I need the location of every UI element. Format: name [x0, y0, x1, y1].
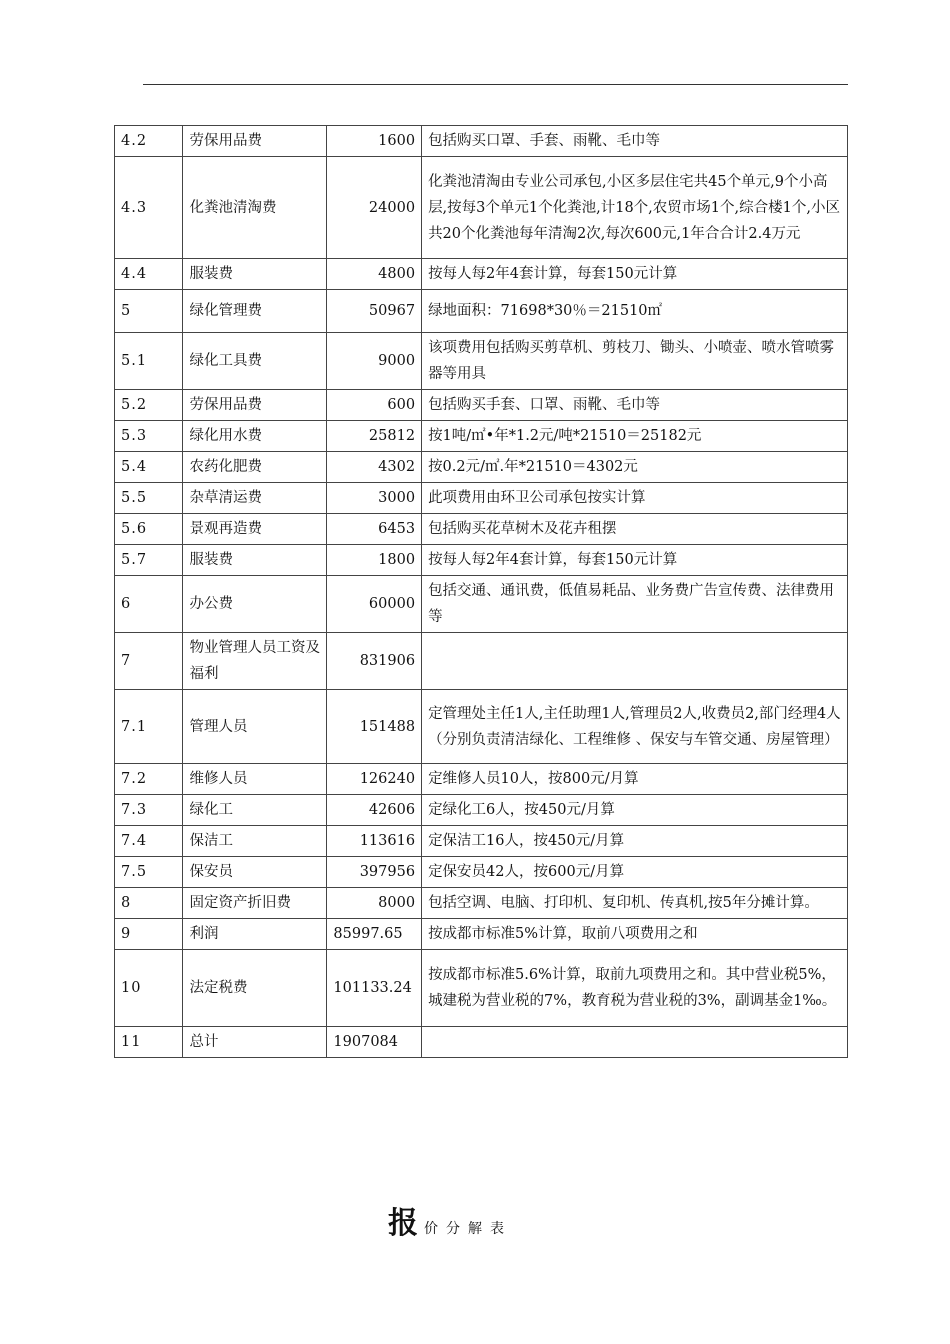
row-number: 5.7 [115, 545, 183, 576]
item-name: 绿化工具费 [183, 333, 327, 390]
section-title-rest: 价分解表 [424, 1221, 512, 1237]
table-row [115, 452, 848, 483]
item-description: 定保安员42人，按600元/月算 [422, 857, 848, 888]
item-description: 按每人每2年4套计算，每套150元计算 [422, 545, 848, 576]
item-description: 该项费用包括购买剪草机、剪枝刀、锄头、小喷壶、喷水管喷雾器等用具 [422, 333, 848, 390]
item-description: 包括购买手套、口罩、雨靴、毛巾等 [422, 390, 848, 421]
table-row [115, 826, 848, 857]
item-name: 服装费 [183, 545, 327, 576]
row-number: 4.4 [115, 259, 183, 290]
item-name: 服装费 [183, 259, 327, 290]
item-description: 定保洁工16人，按450元/月算 [422, 826, 848, 857]
item-description: 此项费用由环卫公司承包按实计算 [422, 483, 848, 514]
row-number: 6 [115, 576, 183, 633]
item-description: 定绿化工6人，按450元/月算 [422, 795, 848, 826]
item-amount: 1800 [327, 545, 422, 576]
item-amount: 113616 [327, 826, 422, 857]
item-name: 办公费 [183, 576, 327, 633]
item-description: 包括空调、电脑、打印机、复印机、传真机,按5年分摊计算。 [422, 888, 848, 919]
row-number: 5.5 [115, 483, 183, 514]
table-row [115, 126, 848, 157]
row-number: 9 [115, 919, 183, 950]
item-description: 按每人每2年4套计算，每套150元计算 [422, 259, 848, 290]
row-number: 10 [115, 950, 183, 1027]
item-description: 化粪池清淘由专业公司承包,小区多层住宅共45个单元,9个小高层,按每3个单元1个化粪池,计18个,农贸市场1个,综合楼1个,小区共20个化粪池每年清淘2次,每次600元,1年合合计2.4万元 [422, 157, 848, 259]
cost-breakdown-table [114, 125, 848, 1058]
table-row [115, 633, 848, 690]
item-name: 劳保用品费 [183, 390, 327, 421]
item-name: 景观再造费 [183, 514, 327, 545]
header-rule [143, 84, 848, 85]
item-amount: 4302 [327, 452, 422, 483]
item-name: 绿化管理费 [183, 290, 327, 333]
row-number: 5.3 [115, 421, 183, 452]
item-description [422, 1027, 848, 1058]
item-name: 管理人员 [183, 690, 327, 764]
table-row [115, 950, 848, 1027]
row-number: 5.4 [115, 452, 183, 483]
row-number: 7 [115, 633, 183, 690]
row-number: 7.4 [115, 826, 183, 857]
table-row [115, 390, 848, 421]
section-title [388, 1198, 512, 1242]
item-description: 定维修人员10人，按800元/月算 [422, 764, 848, 795]
table-row [115, 290, 848, 333]
row-number: 5 [115, 290, 183, 333]
item-description: 包括购买口罩、手套、雨靴、毛巾等 [422, 126, 848, 157]
item-amount: 1600 [327, 126, 422, 157]
item-amount: 50967 [327, 290, 422, 333]
item-description: 绿地面积：71698*30％＝21510㎡ [422, 290, 848, 333]
item-amount: 1907084 [327, 1027, 422, 1058]
item-amount: 9000 [327, 333, 422, 390]
table-row [115, 1027, 848, 1058]
table-row [115, 795, 848, 826]
item-name: 物业管理人员工资及福利 [183, 633, 327, 690]
row-number: 4.2 [115, 126, 183, 157]
item-description [422, 633, 848, 690]
item-amount: 42606 [327, 795, 422, 826]
row-number: 4.3 [115, 157, 183, 259]
row-number: 5.1 [115, 333, 183, 390]
item-amount: 831906 [327, 633, 422, 690]
item-amount: 85997.65 [327, 919, 422, 950]
item-name: 利润 [183, 919, 327, 950]
item-name: 保安员 [183, 857, 327, 888]
item-amount: 397956 [327, 857, 422, 888]
item-description: 包括交通、通讯费，低值易耗品、业务费广告宣传费、法律费用等 [422, 576, 848, 633]
item-name: 固定资产折旧费 [183, 888, 327, 919]
table-row [115, 545, 848, 576]
row-number: 8 [115, 888, 183, 919]
item-amount: 101133.24 [327, 950, 422, 1027]
table-row [115, 259, 848, 290]
table-row [115, 157, 848, 259]
table-row [115, 888, 848, 919]
item-name: 绿化用水费 [183, 421, 327, 452]
item-amount: 60000 [327, 576, 422, 633]
row-number: 7.5 [115, 857, 183, 888]
item-amount: 3000 [327, 483, 422, 514]
table-row [115, 514, 848, 545]
item-amount: 6453 [327, 514, 422, 545]
row-number: 7.3 [115, 795, 183, 826]
item-amount: 126240 [327, 764, 422, 795]
item-amount: 151488 [327, 690, 422, 764]
row-number: 7.2 [115, 764, 183, 795]
item-name: 保洁工 [183, 826, 327, 857]
section-title-large-char: 报 [388, 1206, 418, 1241]
table-row [115, 483, 848, 514]
item-name: 农药化肥费 [183, 452, 327, 483]
item-amount: 4800 [327, 259, 422, 290]
row-number: 5.6 [115, 514, 183, 545]
item-name: 绿化工 [183, 795, 327, 826]
table-row [115, 421, 848, 452]
item-amount: 24000 [327, 157, 422, 259]
item-name: 总计 [183, 1027, 327, 1058]
item-description: 按1吨/㎡•年*1.2元/吨*21510＝25182元 [422, 421, 848, 452]
table-row [115, 576, 848, 633]
item-name: 维修人员 [183, 764, 327, 795]
table-row [115, 919, 848, 950]
item-name: 杂草清运费 [183, 483, 327, 514]
item-name: 法定税费 [183, 950, 327, 1027]
row-number: 7.1 [115, 690, 183, 764]
table-row [115, 764, 848, 795]
item-amount: 25812 [327, 421, 422, 452]
item-amount: 8000 [327, 888, 422, 919]
item-name: 劳保用品费 [183, 126, 327, 157]
table-row [115, 333, 848, 390]
item-description: 按0.2元/㎡.年*21510＝4302元 [422, 452, 848, 483]
item-description: 按成都市标准5.6%计算，取前九项费用之和。其中营业税5%，城建税为营业税的7%，教育税为营业税的3%，副调基金1‰。 [422, 950, 848, 1027]
table-row [115, 690, 848, 764]
item-description: 按成都市标准5%计算，取前八项费用之和 [422, 919, 848, 950]
item-name: 化粪池清淘费 [183, 157, 327, 259]
item-description: 包括购买花草树木及花卉租摆 [422, 514, 848, 545]
item-amount: 600 [327, 390, 422, 421]
table-row [115, 857, 848, 888]
item-description: 定管理处主任1人,主任助理1人,管理员2人,收费员2,部门经理4人（分别负责清洁绿化、工程维修 、保安与车管交通、房屋管理） [422, 690, 848, 764]
row-number: 11 [115, 1027, 183, 1058]
row-number: 5.2 [115, 390, 183, 421]
